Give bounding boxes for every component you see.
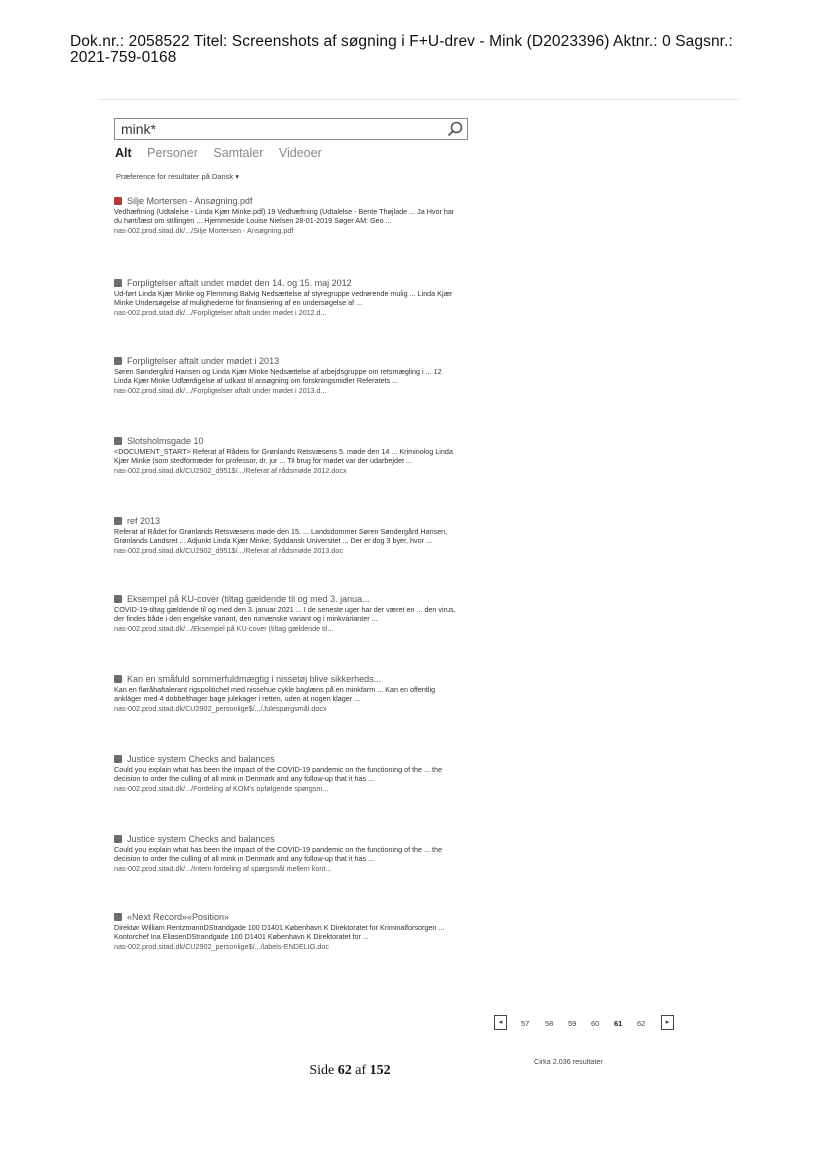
footer-total-pages: 152 xyxy=(369,1063,391,1078)
word-doc-icon xyxy=(114,675,122,683)
result-url: nas-002.prod.sitad.dk/CU2902_personlige$/.../Julespørgsmål.docx xyxy=(114,704,327,714)
result-url: nas-002.prod.sitad.dk/CU2902_d951$/.../Referat af rådsmøde 2013.doc xyxy=(114,546,343,556)
result-snippet: Could you explain what has been the impact of the COVID-19 pandemic on the functioning of the ... the decision to order the culling of all mink in Denmark and any follow-up that it has ... xyxy=(114,845,443,863)
tab-videoer[interactable]: Videoer xyxy=(278,146,322,160)
page-link[interactable]: 57 xyxy=(521,1019,530,1028)
result-url: nas-002.prod.sitad.dk/.../Forpligtelser aftalt under mødet i 2012.d... xyxy=(114,308,327,318)
result-title-link[interactable] xyxy=(114,516,459,526)
result-title: Kan en småfuld sommerfuldmægtig i nissetøj blive sikkerheds... xyxy=(127,674,382,684)
search-result xyxy=(114,516,459,555)
result-url: nas-002.prod.sitad.dk/CU2902_personlige$/.../labels-ENDELIG.doc xyxy=(114,942,329,952)
search-result xyxy=(114,912,459,951)
result-title: Justice system Checks and balances xyxy=(127,754,275,764)
result-snippet: Vedhæftning (Udtalelse - Linda Kjær Minke.pdf) 19 Vedhæftning (Udtalelse - Bente Thøjlade ... Ja Hvor har du hørt/læst om stillingen ... Hjemmeside Louise Nielsen 28-01-2019 Søger AM: Geo ... xyxy=(114,207,455,225)
result-title: Silje Mortersen - Ansøgning.pdf xyxy=(127,196,253,206)
search-result xyxy=(114,674,459,713)
document-header xyxy=(70,34,790,66)
search-icon[interactable] xyxy=(446,120,464,138)
result-snippet: COVID-19-tiltag gældende til og med den 3. januar 2021 ... I de seneste uger har der været en ... den virus, der findes både i den engelske variant, den rumænske variant og i minkvarianter ... xyxy=(114,605,456,623)
result-title: «Next Record»«Position» xyxy=(127,912,230,922)
word-doc-icon xyxy=(114,437,122,445)
result-title: Justice system Checks and balances xyxy=(127,834,275,844)
page-link[interactable]: 60 xyxy=(591,1019,600,1028)
tab-alt[interactable]: Alt xyxy=(115,146,132,160)
search-result xyxy=(114,196,459,235)
word-doc-icon xyxy=(114,755,122,763)
word-doc-icon xyxy=(114,517,122,525)
result-snippet: <DOCUMENT_START> Referat af Rådets for Grønlands Retsvæsens 5. møde den 14 ... Kriminolog Linda Kjær Minke (som stedfortræder for professor, dr. jur ... Til brug for mødet var der udarbejdet ... xyxy=(114,447,453,465)
scope-tabs xyxy=(115,146,334,160)
result-title-link[interactable] xyxy=(114,834,459,844)
result-url: nas-002.prod.sitad.dk/.../Forpligtelser aftalt under mødet i 2013.d... xyxy=(114,386,327,396)
search-result xyxy=(114,594,459,633)
result-snippet: Could you explain what has been the impact of the COVID-19 pandemic on the functioning of the ... the decision to order the culling of all mink in Denmark and any follow-up that it has ... xyxy=(114,765,443,783)
result-title: Forpligtelser aftalt under mødet i 2013 xyxy=(127,356,280,366)
result-title-link[interactable] xyxy=(114,754,459,764)
result-url: nas-002.prod.sitad.dk/.../Eksempel på KU-cover (tiltag gældende til... xyxy=(114,624,334,634)
document-header-line2: 2021-759-0168 xyxy=(70,49,177,66)
result-title-link[interactable] xyxy=(114,674,459,684)
result-url: nas-002.prod.sitad.dk/.../Intern fordeling af spørgsmål mellem kont... xyxy=(114,864,332,874)
word-doc-icon xyxy=(114,913,122,921)
word-doc-icon xyxy=(114,357,122,365)
result-url: nas-002.prod.sitad.dk/.../Silje Mortersen - Ansøgning.pdf xyxy=(114,226,294,236)
search-query: mink* xyxy=(121,121,157,137)
search-result xyxy=(114,834,459,873)
result-url: nas-002.prod.sitad.dk/CU2902_d951$/.../Referat af rådsmøde 2012.docx xyxy=(114,466,347,476)
result-title-link[interactable] xyxy=(114,912,459,922)
result-title: Slotsholmsgade 10 xyxy=(127,436,204,446)
language-preference-dropdown[interactable]: Præference for resultater på Dansk ▾ xyxy=(116,172,239,181)
tab-personer[interactable]: Personer xyxy=(147,146,198,160)
search-result xyxy=(114,754,459,793)
search-result xyxy=(114,356,459,395)
result-title-link[interactable] xyxy=(114,196,459,206)
next-page-button[interactable]: ▸ xyxy=(661,1015,674,1030)
result-snippet: Kan en fløråhaftalerant rigspolitichef med nissehue cykle baglæns på en minkfarm ... Kan en offentlig ankläger med 4 dobbelthager bage julekager i retten, uden at nogen klager ... xyxy=(114,685,436,703)
result-snippet: Referat af Rådet for Grønlands Retsvæsens møde den 15. ... Landsdommer Søren Søndergård Hansen, Grønlands Landsret ... Adjunkt Linda Kjær Minke, Syddansk Universitet ... Der er dog 3 byer, hvor ... xyxy=(114,527,448,545)
prev-page-button[interactable]: ◂ xyxy=(494,1015,507,1030)
result-title: ref 2013 xyxy=(127,516,161,526)
tab-samtaler[interactable]: Samtaler xyxy=(213,146,264,160)
footer-prefix: Side xyxy=(309,1063,335,1078)
result-snippet: Søren Søndergård Hansen og Linda Kjær Minke Nedsættelse af arbejdsgruppe om retsmægling i ... 12 Linda Kjær Minke Udfærdigelse af udkast til ansøgning om forskningsmidler Referatets ... xyxy=(114,367,442,385)
footer-middle: af xyxy=(355,1063,367,1078)
result-title-link[interactable] xyxy=(114,278,459,288)
word-doc-icon xyxy=(114,835,122,843)
search-input[interactable] xyxy=(114,118,468,140)
result-title-link[interactable] xyxy=(114,356,459,366)
page-link[interactable]: 59 xyxy=(568,1019,577,1028)
result-title-link[interactable] xyxy=(114,436,459,446)
result-snippet: Ud-ført Linda Kjær Minke og Flemming Balvig Nedsættelse af styregruppe vedrørende mulig ... Linda Kjær Minke Undersøgelse af mulighederne for finansiering af en undersøgelse af ... xyxy=(114,289,453,307)
result-title: Eksempel på KU-cover (tiltag gældende til og med 3. janua... xyxy=(127,594,370,604)
search-result xyxy=(114,436,459,475)
document-header-line1: Dok.nr.: 2058522 Titel: Screenshots af søgning i F+U-drev - Mink (D2023396) Aktnr.: 0 Sagsnr.: xyxy=(70,33,733,50)
result-count: Cirka 2.036 resultater xyxy=(534,1057,603,1066)
scan-divider xyxy=(100,99,740,100)
word-doc-icon xyxy=(114,279,122,287)
search-result xyxy=(114,278,459,317)
footer-page-number: 62 xyxy=(337,1063,352,1078)
page-link[interactable]: 58 xyxy=(545,1019,554,1028)
page-link[interactable]: 62 xyxy=(637,1019,646,1028)
result-title-link[interactable] xyxy=(114,594,459,604)
word-doc-icon xyxy=(114,595,122,603)
result-url: nas-002.prod.sitad.dk/.../Fordeling af KOM's opfølgende spørgsm... xyxy=(114,784,329,794)
page-footer xyxy=(0,1063,700,1079)
result-title: Forpligtelser aftalt under mødet den 14. og 15. maj 2012 xyxy=(127,278,352,288)
pdf-icon xyxy=(114,197,122,205)
current-page: 61 xyxy=(614,1019,623,1028)
result-snippet: Direktør William RentzmannDStrandgade 100 D1401 København K Direktoratet for Kriminalforsorgen ... Kontorchef Ina EliasenDStrandgade 100 D1401 København K Direktoratet for ... xyxy=(114,923,445,941)
